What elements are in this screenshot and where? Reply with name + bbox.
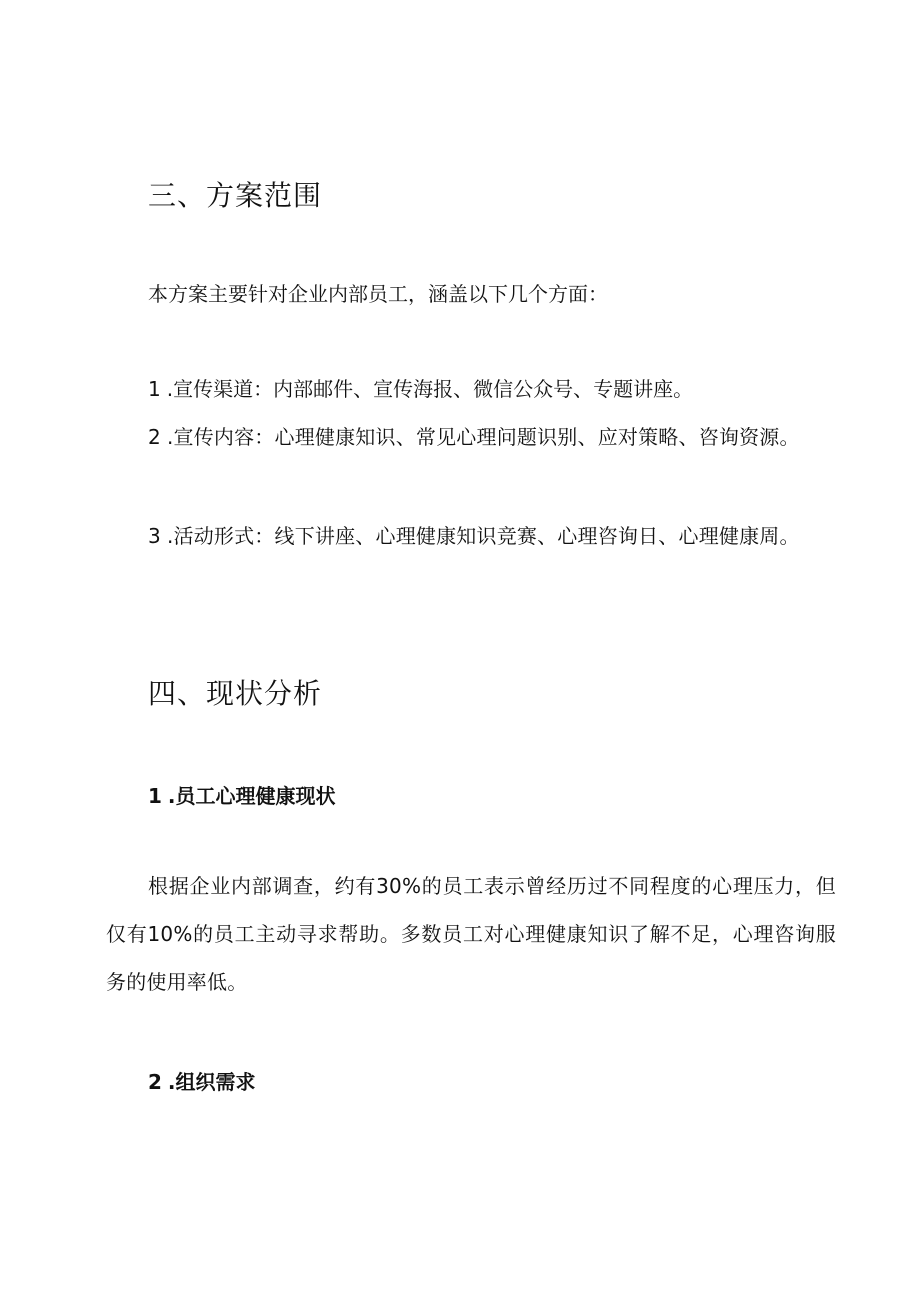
scope-item-1 <box>148 365 693 413</box>
scope-item-2-number: 2 <box>148 425 161 449</box>
subsection-2-title <box>148 1067 256 1097</box>
scope-item-3-text: .活动形式：线下讲座、心理健康知识竞赛、心理咨询日、心理健康周。 <box>166 524 800 548</box>
scope-item-1-text: .宣传渠道：内部邮件、宣传海报、微信公众号、专题讲座。 <box>166 377 694 401</box>
subsection-1-number: 1 <box>148 784 162 808</box>
subsection-2-text: .组织需求 <box>167 1070 256 1094</box>
section-4-title: 四、现状分析 <box>148 677 323 710</box>
section-3-title: 三、方案范围 <box>148 179 323 212</box>
subsection-1-text: .员工心理健康现状 <box>167 784 336 808</box>
subsection-1-title <box>148 781 336 811</box>
scope-item-2 <box>106 413 836 461</box>
scope-item-3-number: 3 <box>148 524 161 548</box>
scope-item-3 <box>106 512 836 560</box>
section-3-intro: 本方案主要针对企业内部员工，涵盖以下几个方面： <box>148 282 608 306</box>
subsection-2-number: 2 <box>148 1070 162 1094</box>
status-paragraph: 根据企业内部调查，约有30%的员工表示曾经历过不同程度的心理压力，但仅有10%的员工主动寻求帮助。多数员工对心理健康知识了解不足，心理咨询服务的使用率低。 <box>106 874 836 994</box>
scope-item-2-text: .宣传内容：心理健康知识、常见心理问题识别、应对策略、咨询资源。 <box>166 425 800 449</box>
scope-item-1-number: 1 <box>148 377 161 401</box>
